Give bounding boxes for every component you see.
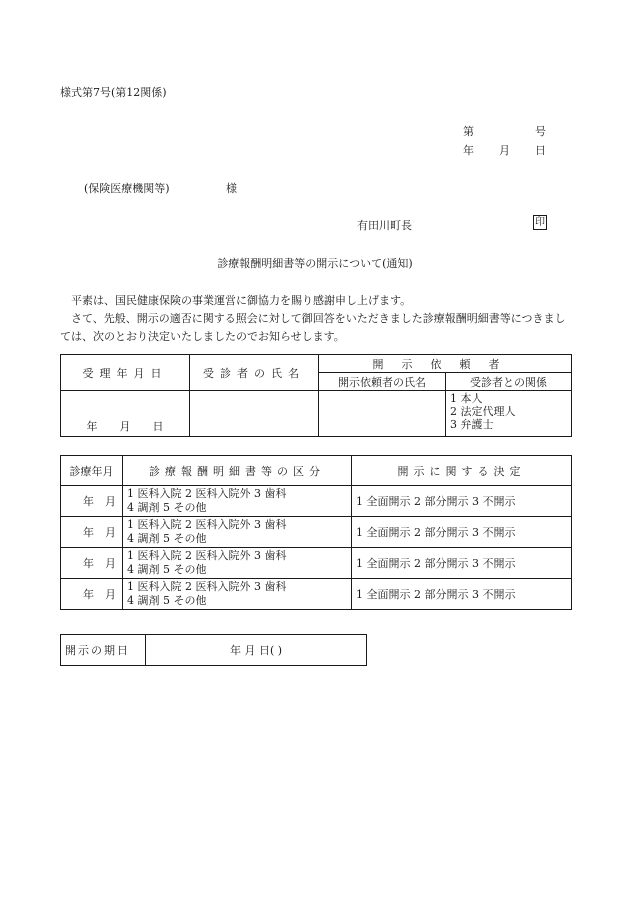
sender-name: 有田川町長 bbox=[357, 219, 412, 232]
period-cell[interactable]: 年 月 bbox=[61, 579, 123, 610]
relation-option-3: 3 弁護士 bbox=[450, 418, 494, 431]
period-cell[interactable]: 年 月 bbox=[61, 486, 123, 517]
received-date-cell[interactable] bbox=[61, 391, 190, 437]
category-cell: 1 医科入院 2 医科入院外 3 歯科 4 調剤 5 その他 bbox=[123, 548, 352, 579]
requester-header: 開示依頼者 bbox=[319, 355, 572, 373]
disclosure-decision-table bbox=[60, 455, 572, 610]
received-year: 年 bbox=[86, 420, 98, 433]
decision-cell: 1 全面開示 2 部分開示 3 不開示 bbox=[352, 579, 572, 610]
received-month: 月 bbox=[119, 420, 131, 433]
disclosure-date-label: 開示の期日 bbox=[61, 635, 146, 666]
decision-cell: 1 全面開示 2 部分開示 3 不開示 bbox=[352, 486, 572, 517]
body-text bbox=[60, 292, 575, 346]
decision-header: 開示に関する決定 bbox=[352, 456, 572, 486]
relation-option-2: 2 法定代理人 bbox=[450, 405, 516, 418]
period-cell[interactable]: 年 月 bbox=[61, 517, 123, 548]
period-cell[interactable]: 年 月 bbox=[61, 548, 123, 579]
relation-header: 受診者との関係 bbox=[446, 373, 572, 391]
table-row bbox=[61, 517, 572, 548]
disclosure-date-value[interactable]: 年 月 日( ) bbox=[146, 635, 367, 666]
category-header: 診療報酬明細書等の区分 bbox=[123, 456, 352, 486]
period-header: 診療年月 bbox=[61, 456, 123, 486]
requester-name-header: 開示依頼者の氏名 bbox=[319, 373, 446, 391]
patient-name-header: 受診者の氏名 bbox=[190, 355, 319, 391]
seal-mark: 印 bbox=[535, 217, 545, 228]
requester-name-cell[interactable] bbox=[319, 391, 446, 437]
date-month: 月 bbox=[499, 144, 510, 157]
relation-option-1: 1 本人 bbox=[450, 392, 483, 405]
number-suffix: 号 bbox=[535, 125, 546, 138]
request-info-table bbox=[60, 354, 572, 437]
category-cell: 1 医科入院 2 医科入院外 3 歯科 4 調剤 5 その他 bbox=[123, 486, 352, 517]
decision-cell: 1 全面開示 2 部分開示 3 不開示 bbox=[352, 548, 572, 579]
body-paragraph-2: さて、先般、開示の適否に関する照会に対して御回答をいただきました診療報酬明細書等につきましては、次のとおり決定いたしましたのでお知らせします。 bbox=[60, 312, 566, 343]
category-cell: 1 医科入院 2 医科入院外 3 歯科 4 調剤 5 その他 bbox=[123, 517, 352, 548]
number-prefix: 第 bbox=[463, 125, 474, 138]
addressee-honorific: 様 bbox=[226, 182, 237, 195]
date-day: 日 bbox=[535, 144, 546, 157]
form-number: 様式第7号(第12関係) bbox=[60, 86, 167, 99]
patient-name-cell[interactable] bbox=[190, 391, 319, 437]
relation-cell bbox=[446, 391, 572, 437]
body-paragraph-1: 平素は、国民健康保険の事業運営に御協力を賜り感謝申し上げます。 bbox=[71, 294, 412, 307]
decision-cell: 1 全面開示 2 部分開示 3 不開示 bbox=[352, 517, 572, 548]
category-cell: 1 医科入院 2 医科入院外 3 歯科 4 調剤 5 その他 bbox=[123, 579, 352, 610]
received-day: 日 bbox=[152, 420, 164, 433]
table-row bbox=[61, 579, 572, 610]
disclosure-date-table bbox=[60, 634, 367, 666]
date-year: 年 bbox=[463, 144, 474, 157]
addressee bbox=[84, 180, 237, 196]
table-row bbox=[61, 548, 572, 579]
received-date-header: 受理年月日 bbox=[61, 355, 190, 391]
document-title: 診療報酬明細書等の開示について(通知) bbox=[217, 257, 413, 270]
table-row bbox=[61, 486, 572, 517]
addressee-name: (保険医療機関等) bbox=[84, 182, 170, 195]
